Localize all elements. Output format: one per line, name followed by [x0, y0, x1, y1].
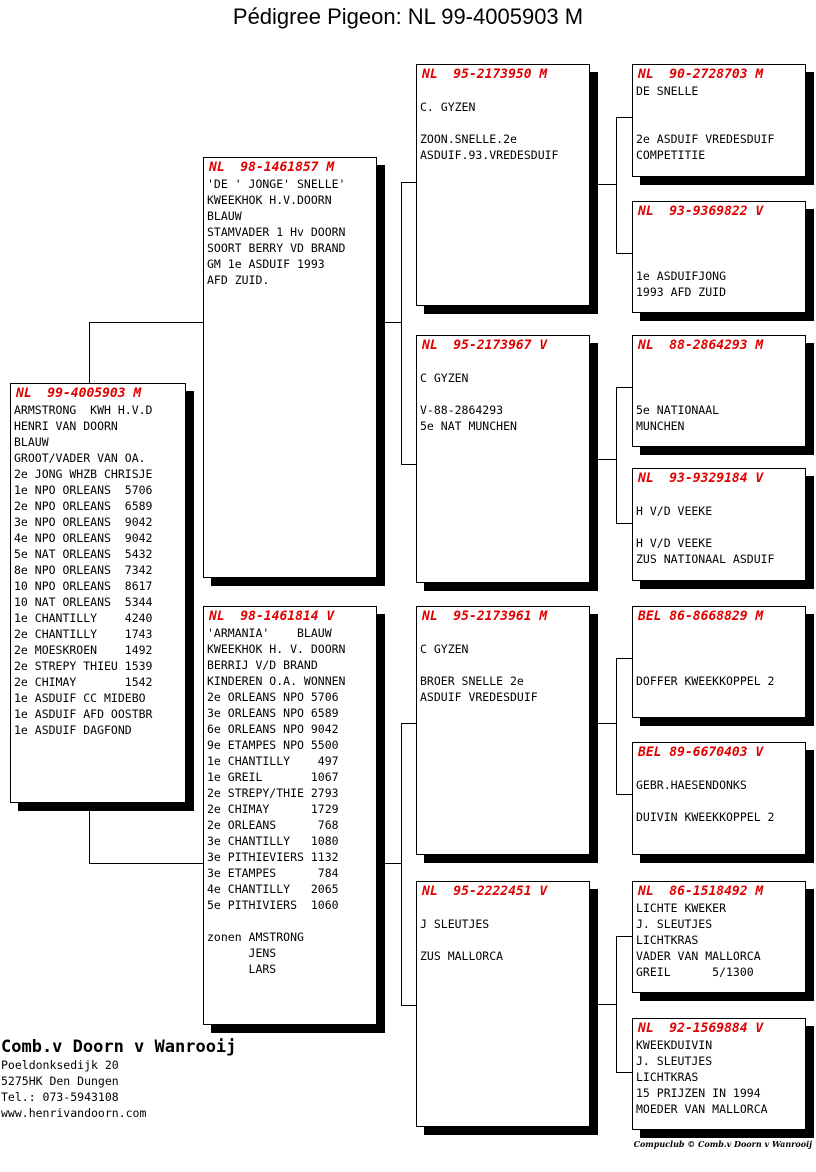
card-line	[636, 370, 803, 386]
ring-number: NL 93-9369822 V	[638, 204, 764, 219]
card-line: 5e PITHIVIERS 1060	[207, 898, 339, 912]
card-line: 1e ASDUIFJONG	[636, 269, 727, 283]
pigeon-card-dam-sire	[416, 606, 590, 855]
ring-number: NL 95-2222451 V	[422, 884, 548, 899]
card-line: MUNCHEN	[636, 419, 685, 433]
card-line: 3e CHANTILLY 1080	[207, 834, 339, 848]
connector-line	[598, 723, 616, 724]
connector-line	[616, 658, 617, 794]
card-line: J. SLEUTJES	[636, 1054, 713, 1068]
card-line: MOEDER VAN MALLORCA	[636, 1102, 768, 1116]
connector-line	[616, 117, 617, 253]
page-title: Pédigree Pigeon: NL 99-4005903 M	[232, 4, 584, 29]
card-line: COMPETITIE	[636, 148, 706, 162]
connector-line	[616, 658, 632, 659]
connector-line	[598, 1004, 616, 1005]
card-line: 2e CHIMAY 1729	[207, 802, 339, 816]
card-line: STAMVADER 1 Hv DOORN	[207, 225, 346, 239]
card-line: VADER VAN MALLORCA	[636, 949, 761, 963]
card-line: 2e CHIMAY 1542	[14, 675, 153, 689]
card-line	[420, 386, 587, 402]
card-line: zonen AMSTRONG	[207, 930, 304, 944]
card-line: GM 1e ASDUIF 1993	[207, 257, 325, 271]
footer-credit: Compuclub © Comb.v Doorn v Wanrooij	[633, 1139, 812, 1149]
ring-number: NL 95-2173961 M	[422, 609, 548, 624]
connector-line	[401, 723, 402, 1005]
card-line: SOORT BERRY VD BRAND	[207, 241, 346, 255]
card-line	[636, 99, 803, 115]
ring-number: NL 98-1461857 M	[209, 160, 335, 175]
card-line	[420, 83, 587, 99]
card-line	[420, 625, 587, 641]
card-line: 2e ORLEANS NPO 5706	[207, 690, 339, 704]
card-line: 1993 AFD ZUID	[636, 285, 727, 299]
pigeon-card-sire-dam	[416, 335, 590, 583]
card-line: 2e JONG WHZB CHRISJE	[14, 467, 153, 481]
card-line	[636, 641, 803, 657]
card-line: 3e ORLEANS NPO 6589	[207, 706, 339, 720]
card-line: 3e PITHIEVIERS 1132	[207, 850, 339, 864]
card-line: C GYZEN	[420, 642, 469, 656]
card-line	[420, 932, 587, 948]
breeder-website: www.henrivandoorn.com	[1, 1106, 147, 1120]
connector-line	[616, 936, 617, 1072]
connector-line	[598, 184, 616, 185]
pigeon-card-dam-dam	[416, 881, 590, 1127]
card-line: J SLEUTJES	[420, 917, 490, 931]
card-line	[636, 793, 803, 809]
card-line: 1e GREIL 1067	[207, 770, 339, 784]
pigeon-card-sdd	[632, 468, 806, 581]
card-line	[636, 354, 803, 370]
card-line: ZUS MALLORCA	[420, 949, 504, 963]
card-line: 6e ORLEANS NPO 9042	[207, 722, 339, 736]
connector-line	[616, 387, 617, 523]
card-line: 2e ORLEANS 768	[207, 818, 339, 832]
card-line	[636, 657, 803, 673]
ring-number: NL 93-9329184 V	[638, 471, 764, 486]
card-line	[636, 625, 803, 641]
card-line: BERRIJ V/D BRAND	[207, 658, 318, 672]
card-line: BROER SNELLE 2e	[420, 674, 524, 688]
card-line: LICHTKRAS	[636, 933, 699, 947]
card-line: H V/D VEEKE	[636, 536, 713, 550]
pigeon-card-dss	[632, 606, 806, 718]
pigeon-card-sire	[203, 157, 377, 578]
card-line	[420, 115, 587, 131]
card-line: GEBR.HAESENDONKS	[636, 778, 747, 792]
card-line: DUIVIN KWEEKKOPPEL 2	[636, 810, 775, 824]
card-line: 5e NAT ORLEANS 5432	[14, 547, 153, 561]
card-line: KWEEKDUIVIN	[636, 1038, 713, 1052]
card-line	[636, 487, 803, 503]
ring-number: BEL 86-8668829 M	[638, 609, 764, 624]
ring-number: NL 88-2864293 M	[638, 338, 764, 353]
connector-line	[616, 794, 632, 795]
card-line: 4e NPO ORLEANS 9042	[14, 531, 153, 545]
breeder-phone: Tel.: 073-5943108	[1, 1090, 119, 1104]
card-line: 2e STREPY/THIE 2793	[207, 786, 339, 800]
card-line: LICHTE KWEKER	[636, 901, 727, 915]
card-line: DOFFER KWEEKKOPPEL 2	[636, 674, 775, 688]
card-line: KWEEKHOK H.V.DOORN	[207, 193, 332, 207]
card-line: 2e MOESKROEN 1492	[14, 643, 153, 657]
pigeon-card-ddd	[632, 1018, 806, 1130]
card-line: ARMSTRONG KWH H.V.D	[14, 403, 153, 417]
breeder-address: Poeldonksedijk 20	[1, 1058, 119, 1072]
card-line	[207, 913, 374, 929]
card-line	[420, 657, 587, 673]
card-line: KINDEREN O.A. WONNEN	[207, 674, 346, 688]
card-line: 5e NATIONAAL	[636, 403, 720, 417]
connector-line	[401, 723, 417, 724]
connector-line	[89, 322, 204, 323]
ring-number: NL 98-1461814 V	[209, 609, 335, 624]
card-line	[636, 220, 803, 236]
card-line: 5e NAT MUNCHEN	[420, 419, 517, 433]
card-line: 1e ASDUIF CC MIDEBO	[14, 691, 146, 705]
connector-line	[616, 117, 632, 118]
pigeon-card-sire-sire	[416, 64, 590, 306]
card-line: 2e STREPY THIEU 1539	[14, 659, 153, 673]
card-line: 'DE ' JONGE' SNELLE'	[207, 177, 346, 191]
card-line: JENS	[207, 946, 277, 960]
pigeon-card-dam	[203, 606, 377, 1025]
card-line: KWEEKHOK H. V. DOORN	[207, 642, 346, 656]
connector-line	[401, 464, 417, 465]
card-line: 1e CHANTILLY 4240	[14, 611, 153, 625]
card-line: BLAUW	[14, 435, 49, 449]
card-line: LICHTKRAS	[636, 1070, 699, 1084]
connector-line	[598, 459, 616, 460]
card-line: 2e ASDUIF VREDESDUIF	[636, 132, 775, 146]
ring-number: NL 95-2173967 V	[422, 338, 548, 353]
connector-line	[89, 803, 90, 863]
connector-line	[89, 322, 90, 384]
card-line: 2e NPO ORLEANS 6589	[14, 499, 153, 513]
connector-line	[401, 1005, 417, 1006]
connector-line	[616, 936, 632, 937]
breeder-info	[1, 1037, 236, 1121]
card-line: LARS	[207, 962, 277, 976]
ring-number: BEL 89-6670403 V	[638, 745, 764, 760]
breeder-name: Comb.v Doorn v Wanrooij	[1, 1037, 237, 1057]
connector-line	[385, 322, 401, 323]
card-line: ASDUIF VREDESDUIF	[420, 690, 538, 704]
card-line	[420, 900, 587, 916]
card-line: 3e NPO ORLEANS 9042	[14, 515, 153, 529]
connector-line	[385, 863, 401, 864]
ring-number: NL 95-2173950 M	[422, 67, 548, 82]
connector-line	[401, 182, 402, 464]
card-line: 2e CHANTILLY 1743	[14, 627, 153, 641]
card-line: GROOT/VADER VAN OA.	[14, 451, 146, 465]
pigeon-card-main	[10, 383, 186, 803]
card-line: 1e ASDUIF AFD OOSTBR	[14, 707, 153, 721]
connector-line	[616, 523, 632, 524]
card-line: V-88-2864293	[420, 403, 504, 417]
card-line	[636, 236, 803, 252]
card-line: 8e NPO ORLEANS 7342	[14, 563, 153, 577]
connector-line	[616, 387, 632, 388]
card-line: ZOON.SNELLE.2e	[420, 132, 517, 146]
card-line: GREIL 5/1300	[636, 965, 754, 979]
card-line: ZUS NATIONAAL ASDUIF	[636, 552, 775, 566]
card-line: 1e ASDUIF DAGFOND	[14, 723, 132, 737]
card-line	[420, 354, 587, 370]
card-line: 9e ETAMPES NPO 5500	[207, 738, 339, 752]
card-line: DE SNELLE	[636, 84, 699, 98]
card-line	[636, 115, 803, 131]
connector-line	[616, 1072, 632, 1073]
pigeon-card-dsd	[632, 742, 806, 855]
card-line: ASDUIF.93.VREDESDUIF	[420, 148, 559, 162]
connector-line	[616, 253, 632, 254]
card-line	[636, 386, 803, 402]
pigeon-card-sds	[632, 335, 806, 447]
card-line: H V/D VEEKE	[636, 504, 713, 518]
connector-line	[89, 863, 204, 864]
card-line: 4e CHANTILLY 2065	[207, 882, 339, 896]
card-line	[636, 761, 803, 777]
pigeon-card-dds	[632, 881, 806, 993]
card-line: 1e CHANTILLY 497	[207, 754, 339, 768]
card-line: C. GYZEN	[420, 100, 476, 114]
pigeon-card-ssd	[632, 201, 806, 313]
card-line: J. SLEUTJES	[636, 917, 713, 931]
pigeon-card-sss	[632, 64, 806, 177]
card-line	[636, 519, 803, 535]
card-line	[636, 252, 803, 268]
card-line: 1e NPO ORLEANS 5706	[14, 483, 153, 497]
card-line: AFD ZUID.	[207, 273, 270, 287]
card-line: C GYZEN	[420, 371, 469, 385]
ring-number: NL 86-1518492 M	[638, 884, 764, 899]
ring-number: NL 90-2728703 M	[638, 67, 764, 82]
breeder-city: 5275HK Den Dungen	[1, 1074, 119, 1088]
connector-line	[401, 182, 417, 183]
card-line: 15 PRIJZEN IN 1994	[636, 1086, 761, 1100]
card-line: 10 NPO ORLEANS 8617	[14, 579, 153, 593]
card-line: 10 NAT ORLEANS 5344	[14, 595, 153, 609]
card-line: 3e ETAMPES 784	[207, 866, 339, 880]
ring-number: NL 92-1569884 V	[638, 1021, 764, 1036]
card-line: 'ARMANIA' BLAUW	[207, 626, 332, 640]
ring-number: NL 99-4005903 M	[16, 386, 142, 401]
card-line: HENRI VAN DOORN	[14, 419, 118, 433]
card-line: BLAUW	[207, 209, 242, 223]
